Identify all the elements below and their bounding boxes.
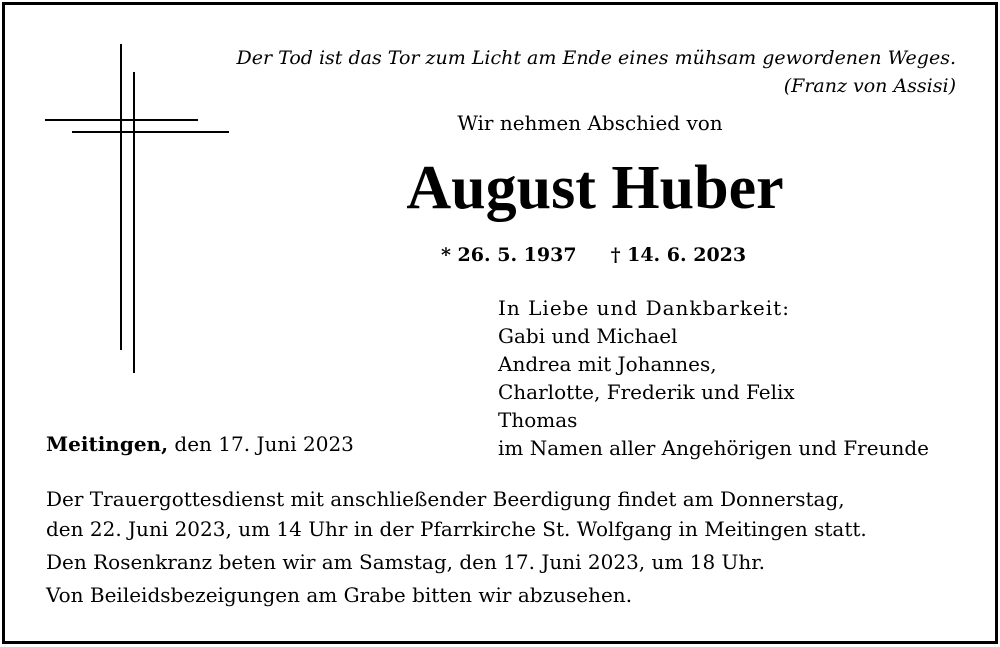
birth-date: * 26. 5. 1937: [441, 244, 577, 266]
place-and-date: [46, 430, 354, 458]
quote-author: (Franz von Assisi): [783, 75, 956, 97]
notice-line-text: Der Trauergottesdienst mit anschließender Beerdigung findet am Donnerstag,: [46, 487, 845, 511]
farewell-intro: Wir nehmen Abschied von: [457, 111, 723, 135]
mourner-line: Andrea mit Johannes,: [498, 352, 717, 376]
mourner-line: Charlotte, Frederik und Felix: [498, 380, 795, 404]
notice-line: [46, 484, 946, 544]
life-dates: [441, 241, 746, 269]
mourner-line: Thomas: [498, 408, 578, 432]
mourner-line: im Namen aller Angehörigen und Freunde: [498, 436, 929, 460]
notice-line: Den Rosenkranz beten wir am Samstag, den 17. Juni 2023, um 18 Uhr.: [46, 550, 765, 574]
mourner-line: Gabi und Michael: [498, 324, 678, 348]
cross-icon: [0, 0, 260, 400]
quote-text: Der Tod ist das Tor zum Licht am Ende eines mühsam gewordenen Weges.: [236, 47, 956, 69]
funeral-notice: [46, 484, 946, 613]
notice-date: den 17. Juni 2023: [174, 432, 354, 456]
place-name: Meitingen,: [46, 432, 169, 456]
notice-line-text: den 22. Juni 2023, um 14 Uhr in der Pfarrkirche St. Wolfgang in Meitingen statt.: [46, 517, 867, 541]
epigraph-quote: [196, 44, 956, 100]
notice-line: Von Beileidsbezeigungen am Grabe bitten wir abzusehen.: [46, 583, 633, 607]
mourners-heading: In Liebe und Dankbarkeit:: [498, 296, 790, 320]
mourners-block: [498, 294, 929, 462]
death-date: † 14. 6. 2023: [610, 244, 747, 266]
deceased-name: August Huber: [406, 154, 784, 222]
